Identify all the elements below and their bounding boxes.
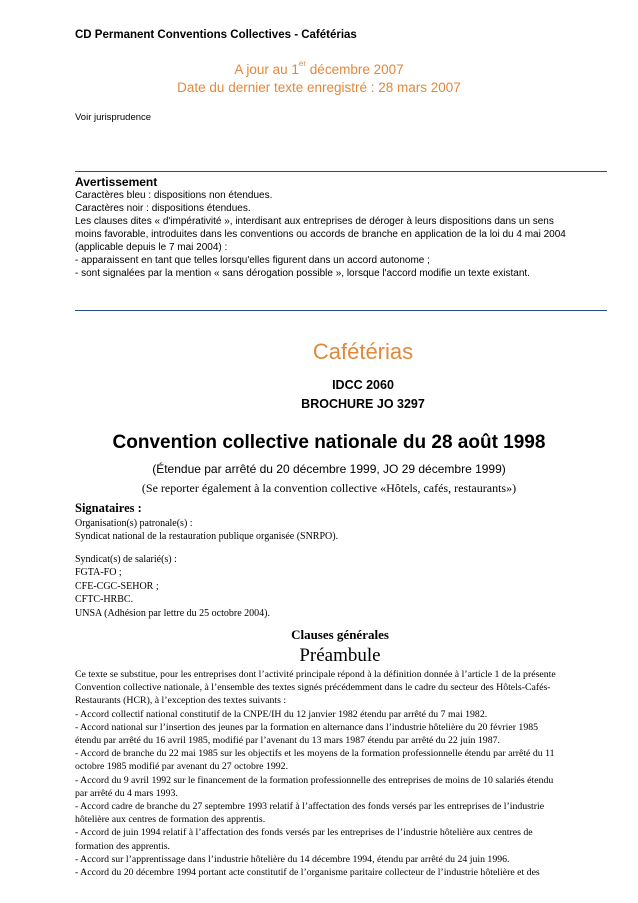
union-line: CFTC-HRBC. [75,594,134,606]
divider-bottom [75,310,607,311]
update-suffix: décembre 2007 [306,62,404,77]
preamble-line: - Accord national sur l’insertion des jeunes par la formation en alternance dans l’industrie hôtelière du 20 février 1985 [75,721,539,733]
union-line: FGTA-FO ; [75,567,122,579]
union-line: CFE-CGC-SEHOR ; [75,580,159,592]
clauses-heading: Clauses générales [291,627,389,642]
convention-name: Cafétérias [312,339,414,364]
warning-title: Avertissement [75,175,158,189]
preamble-line: - Accord du 20 décembre 1994 portant acte constitutif de l’organisme paritaire collecteur de l’industrie hôtelière et des [75,867,540,879]
preamble-line: octobre 1985 modifié par avenant du 27 octobre 1992. [75,761,289,773]
preambule-heading: Préambule [299,645,381,666]
preamble-line: - Accord collectif national constitutif de la CNPE/IH du 12 janvier 1982 étendu par arrêté du 7 mai 1982. [75,708,488,720]
warning-line: Caractères noir : dispositions étendues. [75,203,251,214]
preamble-line: - Accord de juin 1994 relatif à l’affectation des fonds versés par les entreprises de l’industrie hôtelière aux centres de [75,827,533,839]
preamble-line: - Accord du 9 avril 1992 sur le financement de la formation professionnelle des entreprises de moins de 10 salariés étendu [75,774,554,786]
preamble-line: Convention collective nationale, à l’ensemble des textes signés précédemment dans le cadre du secteur des Hôtels-Cafés- [75,682,551,694]
update-superscript: er [298,59,307,68]
preamble-line: hôtelière aux centres de formation des apprentis. [75,814,266,826]
document-header-title: CD Permanent Conventions Collectives - Cafétérias [75,29,357,41]
warning-line: moins favorable, introduites dans les conventions ou accords de branche en application de la loi du 4 mai 2004 [75,229,566,240]
warning-block [75,175,615,280]
employer-line: Syndicat national de la restauration publique organisée (SNRPO). [75,531,339,543]
preamble-line: - Accord de branche du 22 mai 1985 sur les objectifs et les moyens de la formation professionnelle étendu par arrêté du 11 [75,748,555,760]
preamble-line: formation des apprentis. [75,840,170,852]
last-text-date: Date du dernier texte enregistré : 28 mars 2007 [177,80,461,95]
preamble-line: - Accord sur l’apprentissage dans l’industrie hôtelière du 14 décembre 1994, étendu par arrêté du 24 juin 1996. [75,853,510,865]
preamble-line: Restaurants (HCR), à l’exception des textes suivants : [75,695,287,707]
divider-top [75,171,607,172]
employer-line: Organisation(s) patronale(s) : [75,518,193,529]
preamble-line: par arrêté du 4 mars 1993. [75,787,178,799]
idcc-number: IDCC 2060 [332,378,394,392]
update-prefix: A jour au 1 [234,62,299,77]
warning-line: - sont signalées par la mention « sans dérogation possible », lorsque l'accord modifie un texte existant. [75,268,530,279]
preamble-line: Ce texte se substitue, pour les entreprises dont l’activité principale répond à la définition donnée à l’article 1 de la présente [75,669,556,680]
warning-line: Les clauses dites « d'impérativité », interdisant aux entreprises de déroger à leurs dispositions dans un sens [75,216,554,227]
preamble-line: étendu par arrêté du 16 avril 1985, modifié par l’avenant du 13 mars 1987 étendu par arrêté du 22 juin 1987. [75,735,500,747]
union-block [75,553,270,620]
preamble-line: - Accord cadre de branche du 27 septembre 1993 relatif à l’affectation des fonds versés par les entreprises de l’industrie [75,801,545,813]
union-line: Syndicat(s) de salarié(s) : [75,554,177,565]
warning-line: Caractères bleu : dispositions non étendues. [75,190,273,201]
extension-note: (Étendue par arrêté du 20 décembre 1999, JO 29 décembre 1999) [152,462,506,476]
convention-title: Convention collective nationale du 28 août 1998 [112,432,546,453]
union-line: UNSA (Adhésion par lettre du 25 octobre 2004). [75,607,270,619]
warning-line: - apparaissent en tant que telles lorsqu'elles figurent dans un accord autonome ; [75,255,430,266]
warning-line: (applicable depuis le 7 mai 2004) : [75,242,228,253]
employer-block [75,517,338,544]
update-date [0,59,638,77]
jurisprudence-link[interactable]: Voir jurisprudence [75,112,152,123]
reference-note: (Se reporter également à la convention collective «Hôtels, cafés, restaurants») [141,481,517,495]
brochure-number: BROCHURE JO 3297 [301,397,425,411]
preamble-body [75,668,615,879]
signataires-title: Signataires : [75,501,142,515]
